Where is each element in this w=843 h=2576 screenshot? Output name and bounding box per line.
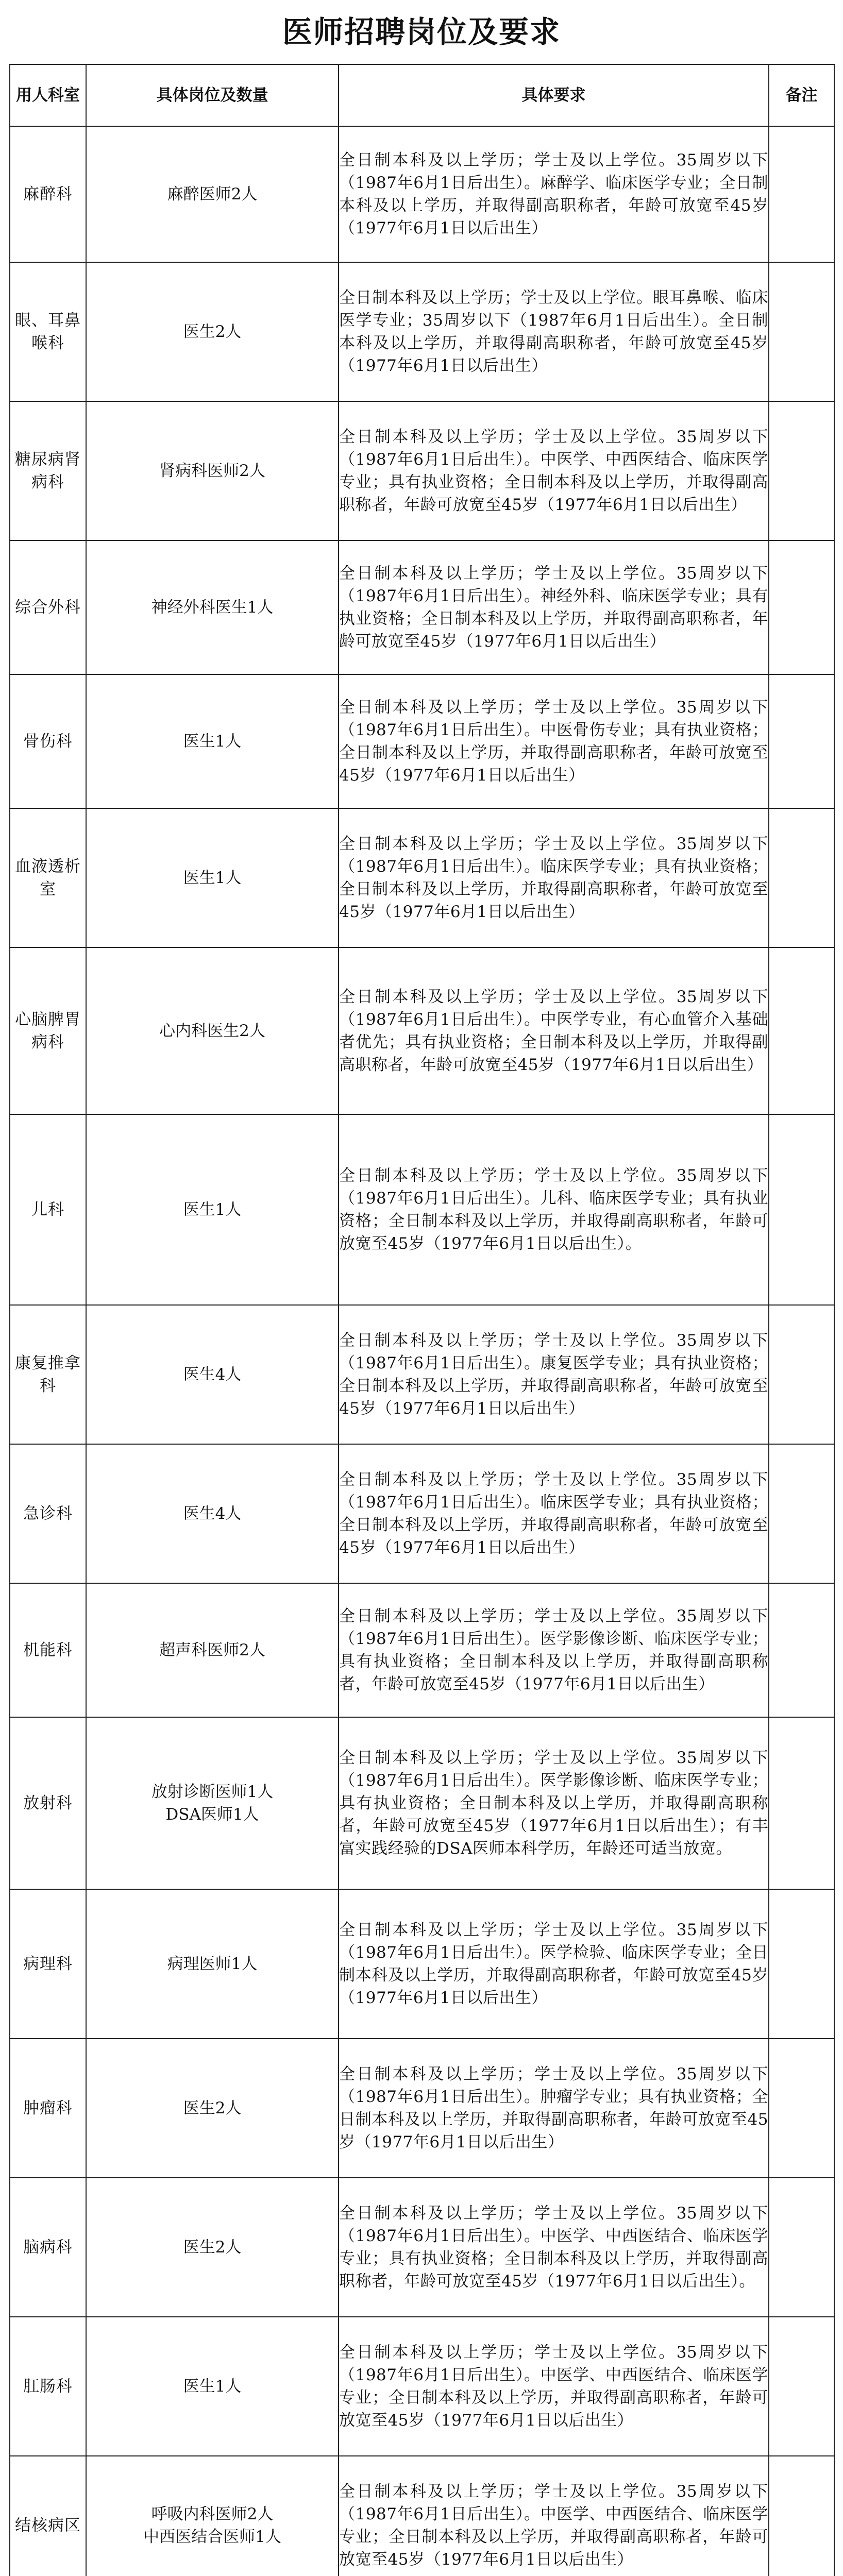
position-item: 医生4人 bbox=[183, 1504, 242, 1523]
position-item: 医生2人 bbox=[183, 323, 242, 341]
requirement-cell: 全日制本科及以上学历；学士及以上学位。35周岁以下（1987年6月1日后出生）。神经外科、临床医学专业；具有执业资格；全日制本科及以上学历，并取得副高职称者，年龄可放宽至45岁（1977年6月1日以后出生） bbox=[339, 540, 769, 674]
table-row bbox=[10, 2039, 834, 2178]
requirement-cell: 全日制本科及以上学历；学士及以上学位。35周岁以下（1987年6月1日后出生）。医学影像诊断、临床医学专业；具有执业资格；全日制本科及以上学历，并取得副高职称者，年龄可放宽至45岁（1977年6月1日以后出生） bbox=[339, 1583, 769, 1717]
note-cell bbox=[769, 540, 834, 674]
requirement-cell: 全日制本科及以上学历；学士及以上学位。35周岁以下（1987年6月1日后出生）。医学影像诊断、临床医学专业；具有执业资格；全日制本科及以上学历，并取得副高职称者，年龄可放宽至45岁（1977年6月1日以后出生）；有丰富实践经验的DSA医师本科学历，年龄还可适当放宽。 bbox=[339, 1717, 769, 1889]
requirement-cell: 全日制本科及以上学历；学士及以上学位。35周岁以下（1987年6月1日后出生）。中医学、中西医结合、临床医学专业；具有执业资格；全日制本科及以上学历，并取得副高职称者，年龄可放宽至45岁（1977年6月1日以后出生） bbox=[339, 401, 769, 540]
position-cell bbox=[86, 1444, 339, 1583]
note-cell bbox=[769, 1114, 834, 1305]
note-cell bbox=[769, 1444, 834, 1583]
department-cell: 机能科 bbox=[10, 1583, 86, 1717]
position-item: 呼吸内科医师2人 bbox=[151, 2505, 274, 2523]
requirement-cell: 全日制本科及以上学历；学士及以上学位。35周岁以下（1987年6月1日后出生）。肿瘤学专业；具有执业资格；全日制本科及以上学历，并取得副高职称者，年龄可放宽至45岁（1977年6月1日以后出生） bbox=[339, 2039, 769, 2178]
table-row bbox=[10, 262, 834, 401]
department-cell: 放射科 bbox=[10, 1717, 86, 1889]
position-cell bbox=[86, 2317, 339, 2456]
position-item: 医生1人 bbox=[183, 2377, 242, 2396]
department-cell: 眼、耳鼻喉科 bbox=[10, 262, 86, 401]
position-cell bbox=[86, 401, 339, 540]
department-cell: 糖尿病肾病科 bbox=[10, 401, 86, 540]
table-body bbox=[10, 126, 834, 2576]
department-cell: 肛肠科 bbox=[10, 2317, 86, 2456]
position-item: 医生1人 bbox=[183, 732, 242, 751]
note-cell bbox=[769, 2039, 834, 2178]
position-item: 医生2人 bbox=[183, 2099, 242, 2117]
table-row bbox=[10, 1717, 834, 1889]
requirement-cell: 全日制本科及以上学历；学士及以上学位。35周岁以下（1987年6月1日后出生）。中医学、中西医结合、临床医学专业；全日制本科及以上学历，并取得副高职称者，年龄可放宽至45岁（1977年6月1日以后出生） bbox=[339, 2317, 769, 2456]
position-cell bbox=[86, 2456, 339, 2576]
requirement-cell: 全日制本科及以上学历；学士及以上学位。35周岁以下（1987年6月1日后出生）。康复医学专业；具有执业资格；全日制本科及以上学历，并取得副高职称者，年龄可放宽至45岁（1977年6月1日以后出生） bbox=[339, 1305, 769, 1444]
requirement-cell: 全日制本科及以上学历；学士及以上学位。35周岁以下（1987年6月1日后出生）。中医学、中西医结合、临床医学专业；具有执业资格；全日制本科及以上学历，并取得副高职称者，年龄可放宽至45岁（1977年6月1日以后出生）。 bbox=[339, 2178, 769, 2317]
position-cell bbox=[86, 1114, 339, 1305]
department-cell: 麻醉科 bbox=[10, 126, 86, 262]
note-cell bbox=[769, 947, 834, 1114]
table-row bbox=[10, 808, 834, 947]
position-item: 肾病科医师2人 bbox=[159, 462, 265, 480]
position-cell bbox=[86, 540, 339, 674]
table-row bbox=[10, 1444, 834, 1583]
table-row bbox=[10, 1114, 834, 1305]
position-cell bbox=[86, 262, 339, 401]
note-cell bbox=[769, 1889, 834, 2039]
table-row bbox=[10, 1305, 834, 1444]
department-cell: 综合外科 bbox=[10, 540, 86, 674]
note-cell bbox=[769, 2317, 834, 2456]
position-cell bbox=[86, 2178, 339, 2317]
note-cell bbox=[769, 126, 834, 262]
position-cell bbox=[86, 1717, 339, 1889]
position-cell bbox=[86, 1305, 339, 1444]
table-header-row bbox=[10, 64, 834, 126]
note-cell bbox=[769, 1583, 834, 1717]
position-item: 医生1人 bbox=[183, 1200, 242, 1219]
note-cell bbox=[769, 2456, 834, 2576]
department-cell: 结核病区 bbox=[10, 2456, 86, 2576]
table-row bbox=[10, 2456, 834, 2576]
table-row bbox=[10, 674, 834, 808]
requirement-cell: 全日制本科及以上学历；学士及以上学位。35周岁以下（1987年6月1日后出生）。中医学、中西医结合、临床医学专业；全日制本科及以上学历，并取得副高职称者，年龄可放宽至45岁（1977年6月1日以后出生） bbox=[339, 2456, 769, 2576]
position-item: DSA医师1人 bbox=[165, 1805, 259, 1824]
table-row bbox=[10, 947, 834, 1114]
document-title: 医师招聘岗位及要求 bbox=[282, 14, 561, 49]
department-cell: 肿瘤科 bbox=[10, 2039, 86, 2178]
department-cell: 骨伤科 bbox=[10, 674, 86, 808]
requirement-cell: 全日制本科及以上学历；学士及以上学位。35周岁以下（1987年6月1日后出生）。医学检验、临床医学专业；全日制本科及以上学历，并取得副高职称者，年龄可放宽至45岁（1977年6月1日以后出生） bbox=[339, 1889, 769, 2039]
department-cell: 心脑脾胃病科 bbox=[10, 947, 86, 1114]
department-cell: 急诊科 bbox=[10, 1444, 86, 1583]
position-cell bbox=[86, 808, 339, 947]
header-position: 具体岗位及数量 bbox=[86, 64, 339, 126]
note-cell bbox=[769, 2178, 834, 2317]
table-row bbox=[10, 401, 834, 540]
header-note: 备注 bbox=[769, 64, 834, 126]
position-item: 神经外科医生1人 bbox=[151, 598, 274, 617]
position-item: 中西医结合医师1人 bbox=[143, 2528, 281, 2546]
note-cell bbox=[769, 674, 834, 808]
requirement-cell: 全日制本科及以上学历；学士及以上学位。眼耳鼻喉、临床医学专业；35周岁以下（1987年6月1日后出生）。全日制本科及以上学历，并取得副高职称者，年龄可放宽至45岁（1977年6月1日以后出生） bbox=[339, 262, 769, 401]
requirement-cell: 全日制本科及以上学历；学士及以上学位。35周岁以下（1987年6月1日后出生）。儿科、临床医学专业；具有执业资格；全日制本科及以上学历，并取得副高职称者，年龄可放宽至45岁（1977年6月1日以后出生）。 bbox=[339, 1114, 769, 1305]
department-cell: 脑病科 bbox=[10, 2178, 86, 2317]
recruitment-table bbox=[9, 64, 835, 2576]
position-cell bbox=[86, 674, 339, 808]
department-cell: 康复推拿科 bbox=[10, 1305, 86, 1444]
table-row bbox=[10, 2178, 834, 2317]
requirement-cell: 全日制本科及以上学历；学士及以上学位。35周岁以下（1987年6月1日后出生）。麻醉学、临床医学专业；全日制本科及以上学历，并取得副高职称者，年龄可放宽至45岁（1977年6月1日以后出生） bbox=[339, 126, 769, 262]
department-cell: 病理科 bbox=[10, 1889, 86, 2039]
requirement-cell: 全日制本科及以上学历；学士及以上学位。35周岁以下（1987年6月1日后出生）。临床医学专业；具有执业资格；全日制本科及以上学历，并取得副高职称者，年龄可放宽至45岁（1977年6月1日以后出生） bbox=[339, 1444, 769, 1583]
position-item: 麻醉医师2人 bbox=[167, 185, 258, 204]
position-item: 心内科医生2人 bbox=[159, 1022, 265, 1040]
position-item: 医生2人 bbox=[183, 2238, 242, 2257]
note-cell bbox=[769, 262, 834, 401]
requirement-cell: 全日制本科及以上学历；学士及以上学位。35周岁以下（1987年6月1日后出生）。临床医学专业；具有执业资格；全日制本科及以上学历，并取得副高职称者，年龄可放宽至45岁（1977年6月1日以后出生） bbox=[339, 808, 769, 947]
note-cell bbox=[769, 401, 834, 540]
department-cell: 血液透析室 bbox=[10, 808, 86, 947]
table-row bbox=[10, 540, 834, 674]
header-requirement: 具体要求 bbox=[339, 64, 769, 126]
department-cell: 儿科 bbox=[10, 1114, 86, 1305]
requirement-cell: 全日制本科及以上学历；学士及以上学位。35周岁以下（1987年6月1日后出生）。中医骨伤专业；具有执业资格；全日制本科及以上学历，并取得副高职称者，年龄可放宽至45岁（1977年6月1日以后出生） bbox=[339, 674, 769, 808]
note-cell bbox=[769, 1717, 834, 1889]
requirement-cell: 全日制本科及以上学历；学士及以上学位。35周岁以下（1987年6月1日后出生）。中医学专业，有心血管介入基础者优先；具有执业资格；全日制本科及以上学历，并取得副高职称者，年龄可放宽至45岁（1977年6月1日以后出生） bbox=[339, 947, 769, 1114]
position-cell bbox=[86, 1583, 339, 1717]
table-row bbox=[10, 1889, 834, 2039]
position-cell bbox=[86, 126, 339, 262]
position-cell bbox=[86, 2039, 339, 2178]
table-row bbox=[10, 2317, 834, 2456]
position-item: 医生1人 bbox=[183, 869, 242, 887]
position-item: 超声科医师2人 bbox=[159, 1641, 265, 1659]
note-cell bbox=[769, 1305, 834, 1444]
position-cell bbox=[86, 947, 339, 1114]
table-row bbox=[10, 126, 834, 262]
position-item: 放射诊断医师1人 bbox=[151, 1783, 274, 1801]
header-department: 用人科室 bbox=[10, 64, 86, 126]
table-row bbox=[10, 1583, 834, 1717]
note-cell bbox=[769, 808, 834, 947]
position-cell bbox=[86, 1889, 339, 2039]
position-item: 医生4人 bbox=[183, 1365, 242, 1384]
position-item: 病理医师1人 bbox=[167, 1955, 258, 1973]
